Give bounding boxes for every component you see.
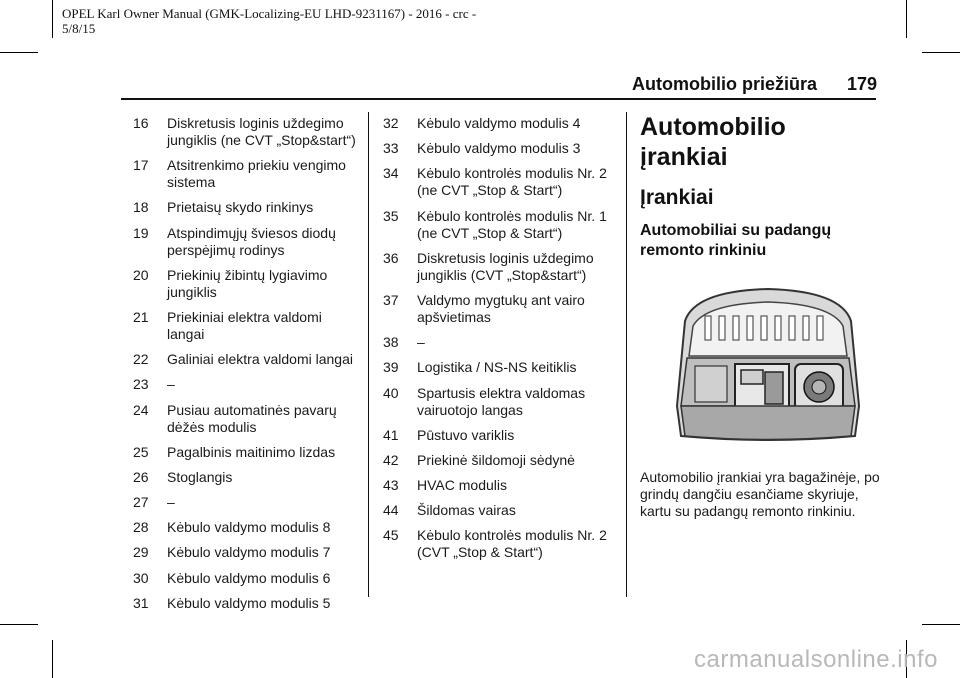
item-text: Diskretusis loginis uždegimo jungiklis (ne CVT „Stop&start“) (167, 115, 356, 148)
list-item (133, 199, 358, 216)
item-number: 40 (383, 384, 399, 401)
crop-mark (0, 624, 38, 625)
list-item (383, 385, 618, 419)
item-number: 30 (133, 569, 149, 586)
list-item (383, 452, 618, 469)
item-text: Šildomas vairas (417, 502, 516, 519)
list-item (133, 570, 358, 587)
list-item (383, 140, 618, 157)
list-item (383, 292, 618, 326)
item-text: Kėbulo valdymo modulis 3 (417, 140, 581, 157)
item-number: 38 (383, 334, 399, 351)
list-item (133, 494, 358, 511)
item-text: Kėbulo valdymo modulis 8 (167, 519, 331, 536)
list-item (133, 402, 358, 436)
item-text: – (167, 494, 175, 511)
item-text: Kėbulo kontrolės modulis Nr. 2 (ne CVT „Stop & Start“) (417, 165, 607, 199)
item-text: – (417, 334, 425, 351)
item-number: 45 (383, 527, 399, 544)
item-text: Kėbulo valdymo modulis 4 (417, 115, 581, 131)
item-number: 26 (133, 468, 149, 485)
item-number: 29 (133, 544, 149, 561)
crop-mark (52, 640, 53, 678)
item-number: 19 (133, 224, 149, 241)
list-item (133, 115, 358, 149)
item-text: Priekinė šildomoji sėdynė (417, 451, 575, 468)
print-header-line2: 5/8/15 (62, 21, 96, 36)
list-item (133, 469, 358, 486)
item-text: Kėbulo kontrolės modulis Nr. 1 (ne CVT „Stop & Start“) (417, 207, 607, 241)
item-number: 34 (383, 165, 399, 182)
list-item (133, 225, 358, 259)
item-number: 17 (133, 157, 149, 174)
item-text: Priekinių žibintų lygiavimo jungiklis (167, 266, 328, 300)
list-item (383, 527, 618, 561)
item-number: 36 (383, 249, 399, 266)
item-text: Kėbulo kontrolės modulis Nr. 2 (CVT „Stop & Start“) (417, 527, 607, 561)
item-text: Pūstuvo variklis (417, 426, 515, 443)
item-number: 22 (133, 351, 149, 368)
subsection-heading: Įrankiai (640, 186, 714, 209)
item-number: 42 (383, 451, 399, 468)
page-number: 179 (846, 74, 877, 94)
item-text: Kėbulo valdymo modulis 6 (167, 569, 331, 586)
tool-kit-illustration (665, 286, 871, 446)
subsubsection-heading: Automobiliai su padangų remonto rinkiniu (640, 222, 832, 259)
crop-mark (0, 52, 38, 53)
item-text: Stoglangis (167, 468, 233, 485)
item-text: Kėbulo valdymo modulis 5 (167, 594, 331, 611)
item-text: Logistika / NS-NS keitiklis (417, 359, 577, 376)
item-number: 21 (133, 308, 149, 325)
figure-caption: Automobilio įrankiai yra bagažinėje, po grindų dangčiu esančiame skyriuje, kartu su padangų remonto rinkiniu. (640, 469, 880, 519)
list-item (133, 351, 358, 368)
item-text: – (167, 376, 175, 393)
item-number: 41 (383, 426, 399, 443)
list-item (383, 250, 618, 284)
list-item (383, 115, 618, 132)
column-divider (368, 112, 369, 597)
list-item (133, 595, 358, 612)
item-number: 35 (383, 207, 399, 224)
list-item (383, 427, 618, 444)
fuse-list-column-2 (383, 115, 618, 570)
item-number: 27 (133, 494, 149, 511)
item-number: 23 (133, 376, 149, 393)
list-item (383, 477, 618, 494)
item-number: 18 (133, 199, 149, 216)
item-text: Priekiniai elektra valdomi langai (167, 308, 322, 342)
column-divider (626, 112, 627, 597)
item-text: Kėbulo valdymo modulis 7 (167, 544, 331, 561)
list-item (133, 544, 358, 561)
list-item (133, 267, 358, 301)
section-heading: Automobilio įrankiai (640, 113, 786, 171)
header-rule (121, 98, 876, 100)
list-item (133, 157, 358, 191)
print-header (62, 6, 476, 36)
print-header-line1: OPEL Karl Owner Manual (GMK-Localizing-EU LHD-9231167) - 2016 - crc - (62, 6, 477, 21)
item-text: Atspindimųjų šviesos diodų perspėjimų rodinys (167, 224, 336, 258)
item-number: 25 (133, 443, 149, 460)
item-number: 44 (383, 502, 399, 519)
item-number: 28 (133, 519, 149, 536)
item-number: 24 (133, 401, 149, 418)
item-number: 43 (383, 477, 399, 494)
item-number: 32 (383, 115, 399, 131)
list-item (133, 444, 358, 461)
item-text: HVAC modulis (417, 477, 507, 494)
crop-mark (922, 624, 960, 625)
list-item (133, 309, 358, 343)
tools-section (640, 112, 880, 520)
item-number: 20 (133, 266, 149, 283)
item-text: Valdymo mygtukų ant vairo apšvietimas (417, 291, 585, 325)
fuse-list-column-1 (133, 115, 358, 620)
list-item (133, 519, 358, 536)
item-number: 16 (133, 115, 149, 131)
item-text: Atsitrenkimo priekiu vengimo sistema (167, 157, 346, 191)
list-item (383, 502, 618, 519)
item-text: Pagalbinis maitinimo lizdas (167, 443, 336, 460)
item-text: Pusiau automatinės pavarų dėžės modulis (167, 401, 337, 435)
item-number: 33 (383, 140, 399, 157)
running-head-title: Automobilio priežiūra (632, 74, 818, 94)
item-number: 31 (133, 594, 149, 611)
crop-mark (52, 0, 53, 38)
list-item (383, 208, 618, 242)
item-text: Spartusis elektra valdomas vairuotojo langas (417, 384, 586, 418)
list-item (383, 165, 618, 199)
list-item (383, 334, 618, 351)
item-text: Prietaisų skydo rinkinys (167, 199, 314, 216)
item-text: Diskretusis loginis uždegimo jungiklis (CVT „Stop&start“) (417, 249, 594, 283)
crop-mark (906, 0, 907, 38)
crop-mark (922, 52, 960, 53)
item-number: 37 (383, 291, 399, 308)
item-number: 39 (383, 359, 399, 376)
item-text: Galiniai elektra valdomi langai (167, 351, 353, 368)
list-item (383, 359, 618, 376)
list-item (133, 376, 358, 393)
watermark: carmanualsonline.info (694, 646, 938, 673)
